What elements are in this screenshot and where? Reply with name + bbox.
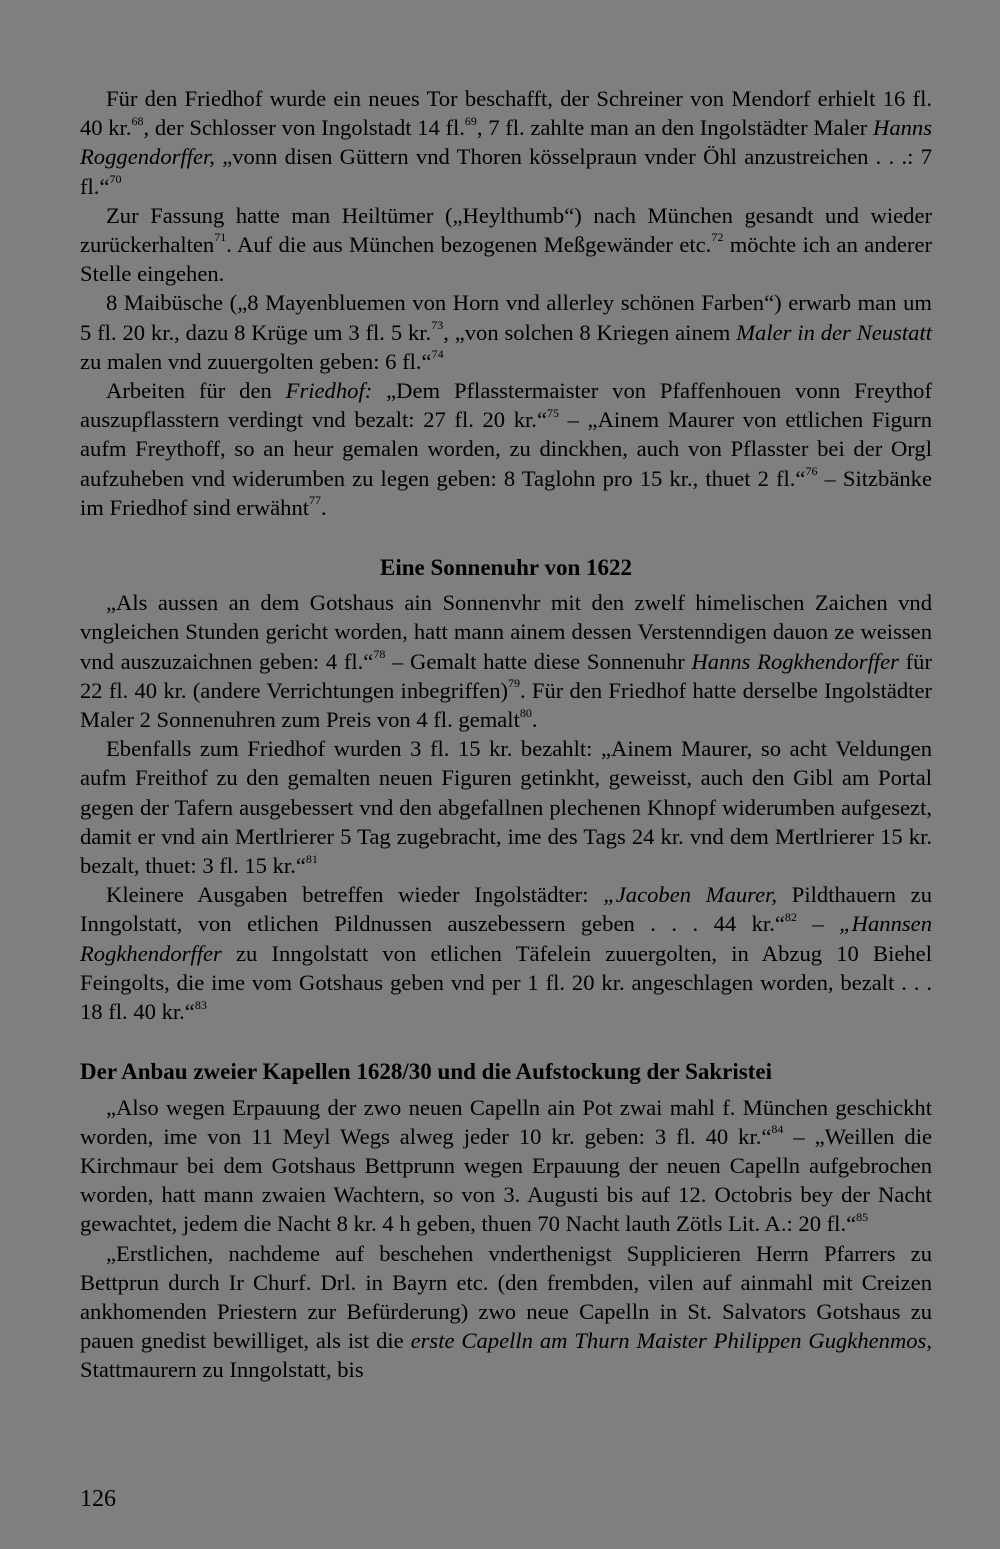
text-span: „Als aussen an dem Gotshaus ain Sonnenvhr mit den zwelf himelischen Zaichen vnd vngleichen Stunden gericht worden, hatt mann ainem dessen Verstenndigen dauon ze weissen vnd auszuzaichnen geben: 4 fl.“ [80,590,932,674]
section-heading-kapellen: Der Anbau zweier Kapellen 1628/30 und die Aufstockung der Sakristei [80,1059,772,1085]
text-span: „Also wegen Erpauung der zwo neuen Capelln ain Pot zwai mahl f. München geschickht worden, ime von 11 Meyl Wegs alweg jeder 10 kr. geben: 3 fl. 40 kr.“ [80,1094,932,1149]
text-span: – [796,911,840,937]
text-span: . Für den Friedhof hatte derselbe Ingolstädter Maler 2 Sonnenuhren zum Preis von 4 fl. gemalt [80,677,932,733]
text-span: . [531,707,538,733]
text-span: – „Ainem Maurer von ettlichen Figurn aufm Freythoff, so an heur gemalen worden, zu dinckhen, auch von Pflasster bei der Orgl aufzuheben vnd widerumben zu legen geben: 8 Taglohn pro 15 kr., thuet 2 fl.“ [80,407,933,491]
paragraph-heiltuemer [80,201,932,289]
footnote-ref: 84 [771,1122,784,1137]
text-span: „vonn disen Güttern vnd Thoren kösselpraun vnder Öhl anzustreichen . . .: 7 fl.“ [80,144,932,199]
text-span: für 22 fl. 40 kr. (andere Verrichtungen inbegriffen) [80,648,932,703]
text-span: „Erstlichen, nachdeme auf beschehen vnderthenigst Supplicieren Herrn Pfarrers zu Bettprun durch Ir Churf. Drl. in Bayrn etc. (den frembden, vilen auf ainmahl mit Creizen ankhomenden Priestern zur Befürderung) zwo neue Capelln in St. Salvators Gotshaus zu pauen gnedist bewilliget, als ist die [80,1240,932,1354]
footnote-ref: 82 [784,909,797,924]
footnote-ref: 85 [856,1209,869,1224]
footnote-ref: 76 [805,464,818,479]
paragraph-kleinere-ausgaben [80,880,932,1026]
footnote-ref: 71 [214,230,227,245]
footnote-ref: 77 [309,493,322,508]
italic-name: Hanns Rogkhendorffer [691,648,899,674]
text-span: , 7 fl. zahlte man an den Ingolstädter Maler [476,115,873,141]
text-span: – Gemalt hatte diese Sonnenuhr [385,648,692,674]
italic-name: „Jacoben Maurer, [603,882,778,908]
text-span: Ebenfalls zum Friedhof wurden 3 fl. 15 kr. bezahlt: „Ainem Maurer, so acht Veldungen aufm Freithof zu den gemalten neuen Figuren getinkht, geweisst, auch den Gibl am Portal gegen der Tafern ausgebessert vnd den abgefallnen plechenen Khnopf widerumben aufgesezt, damit er vnd ain Mertlrierer 5 Tag zugebracht, ime des Tags 24 kr. vnd dem Mertlrierer 15 kr. bezalt, thuet: 3 fl. 15 kr.“ [80,736,932,879]
footnote-ref: 81 [305,851,318,866]
paragraph-arbeiten-friedhof [80,376,932,522]
italic-name: Hanns Roggendorffer, [80,115,932,170]
text-span: – „Weillen die Kirchmaur bei dem Gotshaus Bettprunn wegen Erpauung der neuen Capelln aufgebrochen worden, hatt mann zwaien Wachtern, so von 3. Augusti bis auf 12. Octobris bey der Nacht gewachtet, jedem die Nacht 8 kr. 4 h geben, thuen 70 Nacht lauth Zötls Lit. A.: 20 fl.“ [80,1123,932,1237]
text-span: Pildthauern zu Inngolstatt, von etlichen Pildnussen auszebessern geben . . . 44 kr.“ [80,882,932,937]
text-span: Stattmaurern zu Inngolstatt, bis [80,1357,364,1383]
italic-name: erste Capelln am Thurn Maister Philippen Gugkhenmos, [410,1328,932,1354]
text-span: . [321,494,327,520]
text-span: Arbeiten für den [106,378,286,404]
page-number: 126 [80,1486,116,1512]
footnote-ref: 78 [373,647,386,662]
text-span: „Dem Pflasstermaister von Pfaffenhouen vonn Freythof auszupflasstern verdingt vnd bezalt: 27 fl. 20 kr.“ [80,378,932,433]
text-span: möchte ich an anderer Stelle eingehen. [80,232,932,287]
footnote-ref: 70 [109,172,122,187]
text-span: – Sitzbänke im Friedhof sind erwähnt [80,465,932,520]
paragraph-friedhof-maurer [80,734,932,880]
italic-name: „Hannsen Rogkhendorffer [80,911,932,966]
document-page [80,84,932,1385]
italic-name: Maler in der Neustatt [736,319,933,345]
footnote-ref: 74 [431,347,444,362]
text-span: . Auf die aus München bezogenen Meßgewänder etc. [226,232,712,258]
footnote-ref: 69 [464,113,477,128]
footnote-ref: 68 [131,113,144,128]
text-span: Für den Friedhof wurde ein neues Tor beschafft, der Schreiner von Mendorf erhielt 16 fl. 40 kr. [80,86,932,141]
footnote-ref: 79 [508,676,521,691]
text-span: Kleinere Ausgaben betreffen wieder Ingolstädter: [106,882,604,908]
paragraph-erstlichen [80,1239,932,1385]
paragraph-capelln-pot [80,1093,932,1239]
paragraph-friedhof-tor [80,84,932,201]
paragraph-sonnenuhr [80,588,932,734]
text-span: , „von solchen 8 Kriegen ainem [443,319,737,345]
text-span: zu Inngolstatt von etlichen Täfelein zuuergolten, in Abzug 10 Biehel Feingolts, die ime vom Gotshaus geben vnd per 1 fl. 20 kr. angeschlagen worden, bezalt . . . 18 fl. 40 kr.“ [80,940,932,1025]
footnote-ref: 83 [194,997,207,1012]
footnote-ref: 72 [711,230,724,245]
text-span: zu malen vnd zuuergolten geben: 6 fl.“ [80,348,432,374]
paragraph-maibuesche [80,288,932,376]
text-span: , der Schlosser von Ingolstadt 14 fl. [143,115,465,141]
footnote-ref: 80 [519,705,532,720]
text-span: Zur Fassung hatte man Heiltümer („Heylthumb“) nach München gesandt und wieder zurückerhalten [80,202,932,258]
text-span: 8 Maibüsche („8 Mayenbluemen von Horn vnd allerley schönen Farben“) erwarb man um 5 fl. 20 kr., dazu 8 Krüge um 3 fl. 5 kr. [80,290,932,345]
footnote-ref: 75 [546,405,559,420]
footnote-ref: 73 [431,318,444,333]
section-heading-sonnenuhr: Eine Sonnenuhr von 1622 [379,555,633,581]
italic-name: Friedhof: [285,378,373,404]
